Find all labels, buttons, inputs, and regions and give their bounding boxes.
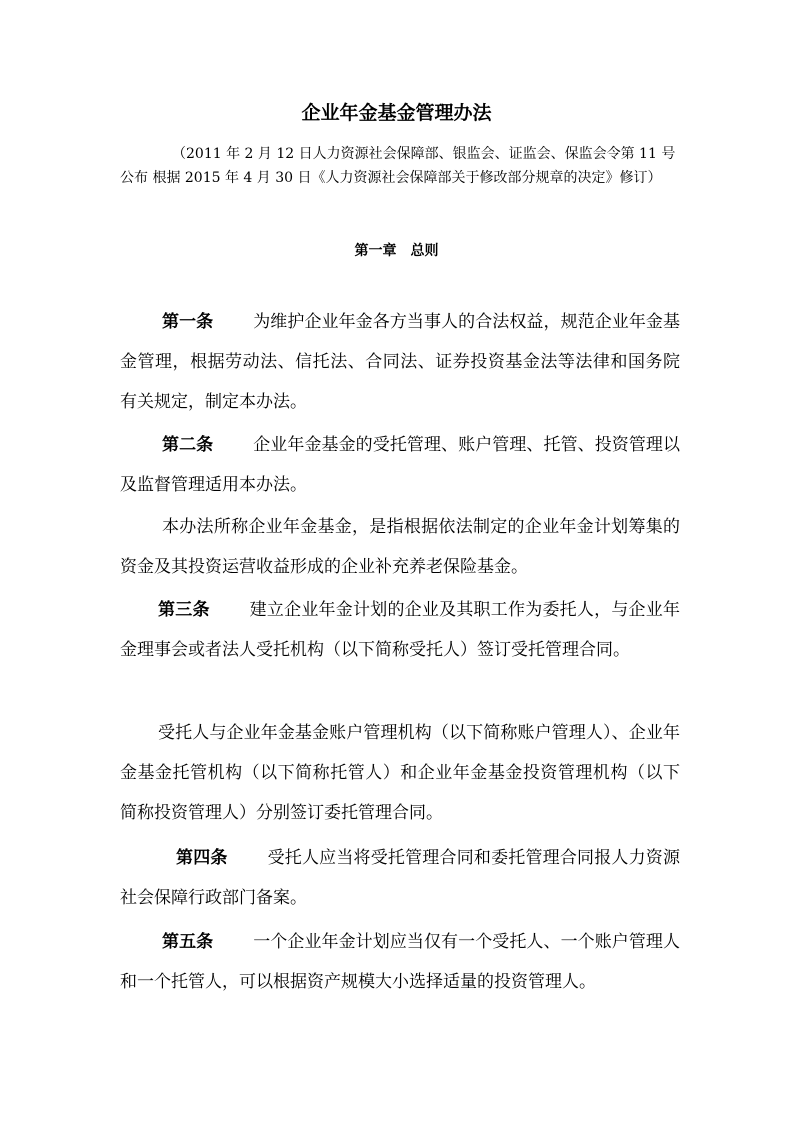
article-number: 第二条 <box>162 435 214 455</box>
paragraph-text: 受托人与企业年金基金账户管理机构（以下简称账户管理人）、企业年金基金托管机构（以下简称托管人）和企业年金基金投资管理机构（以下简称投资管理人）分别签订委托管理合同。 <box>120 723 680 823</box>
article-text: 企业年金基金的受托管理、账户管理、托管、投资管理以及监督管理适用本办法。 <box>120 435 681 495</box>
article-text: 建立企业年金计划的企业及其职工作为委托人，与企业年金理事会或者法人受托机构（以下简称受托人）签订受托管理合同。 <box>120 600 681 660</box>
article-text: 受托人应当将受托管理合同和委托管理合同报人力资源社会保障行政部门备案。 <box>120 848 681 908</box>
document-subtitle: （2011 年 2 月 12 日人力资源社会保障部、银监会、证监会、保监会令第 11 号公布 根据 2015 年 4 月 30 日《人力资源社会保障部关于修改部分规章的决定》修订） <box>120 146 676 186</box>
article-paragraph <box>120 302 680 422</box>
article-text: 为维护企业年金各方当事人的合法权益，规范企业年金基金管理，根据劳动法、信托法、合同法、证券投资基金法等法律和国务院有关规定，制定本办法。 <box>120 312 681 412</box>
article-number: 第四条 <box>176 848 228 868</box>
article-number: 第三条 <box>158 600 210 620</box>
article-number: 第五条 <box>162 932 214 952</box>
article-paragraph <box>120 590 680 670</box>
paragraph-text: 本办法所称企业年金基金，是指根据依法制定的企业年金计划筹集的资金及其投资运营收益形成的企业补充养老保险基金。 <box>120 517 680 577</box>
body-paragraph <box>120 507 680 587</box>
article-text: 一个企业年金计划应当仅有一个受托人、一个账户管理人和一个托管人，可以根据资产规模大小选择适量的投资管理人。 <box>120 932 681 992</box>
article-paragraph <box>120 922 680 1002</box>
article-paragraph <box>120 425 680 505</box>
chapter-heading: 第一章 总则 <box>354 243 439 259</box>
article-paragraph <box>120 838 680 918</box>
article-number: 第一条 <box>162 312 214 332</box>
document-title: 企业年金基金管理办法 <box>301 102 492 124</box>
body-paragraph <box>120 713 680 833</box>
